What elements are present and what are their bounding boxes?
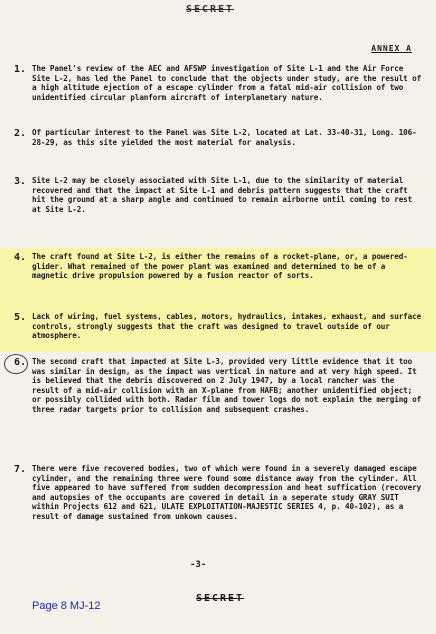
paragraph-4 bbox=[14, 252, 424, 281]
paragraph-1 bbox=[14, 64, 424, 102]
paragraph-text: Of particular interest to the Panel was Site L-2, located at Lat. 33-40-31, Long. 106-28-29, as this site yielded the most material for analysis. bbox=[32, 128, 417, 147]
paragraph-number: 6. bbox=[14, 357, 27, 368]
paragraph-text: Site L-2 may be closely associated with Site L-1, due to the similarity of material recovered and that the impact at Site L-1 and debris pattern suggests that the craft hit the ground at a sharp angle and continued to remain airborne until coming to rest at Site L-2. bbox=[32, 176, 413, 214]
paragraph-number: 4. bbox=[14, 252, 27, 263]
paragraph-3 bbox=[14, 176, 424, 214]
annex-label: ANNEX A bbox=[371, 44, 412, 53]
paragraph-number: 2. bbox=[14, 128, 27, 139]
classification-header: SECRET bbox=[185, 4, 235, 15]
paragraph-number: 5. bbox=[14, 312, 27, 323]
footer-caption: Page 8 MJ-12 bbox=[32, 600, 101, 612]
classification-footer: SECRET bbox=[195, 593, 245, 604]
paragraph-number: 7. bbox=[14, 464, 27, 475]
paragraph-6 bbox=[14, 357, 424, 415]
paragraph-5 bbox=[14, 312, 424, 341]
paragraph-text: There were five recovered bodies, two of which were found in a severely damaged escape cylinder, and the remaining three were found some distance away from the cylinder. All five appeared to have suffered from sudden decompression and heat suffication (recovery and autopsies of the occupants are covered in detail in a seperate study GRAY SUIT within Projects 612 and 621, ULATE EXPLOITATION-MAJESTIC SERIES 4, p. 40-102), as a result of damage sustained from unkown causes. bbox=[32, 464, 422, 521]
page-number: -3- bbox=[190, 560, 207, 570]
paragraph-7 bbox=[14, 464, 424, 522]
paragraph-number: 3. bbox=[14, 176, 27, 187]
paragraph-number: 1. bbox=[14, 64, 27, 75]
paragraph-text: Lack of wiring, fuel systems, cables, motors, hydraulics, intakes, exhaust, and surface controls, strongly suggests that the craft was designed to travel outside of our atmosphere. bbox=[32, 312, 422, 341]
paragraph-text: The Panel's review of the AEC and AFSWP investigation of Site L-1 and the Air Force Site L-2, has led the Panel to conclude that the objects under study, are the result of a high altitude ejection of a escape cylinder from a fatal mid-air collision of two unidentified circular planform aircraft of interplanetary nature. bbox=[32, 64, 422, 102]
paragraph-text: The second craft that impacted at Site L-3, provided very little evidence that it too was similar in design, as the impact was vertical in nature and at very high speed. It is believed that the debris discovered on 2 July 1947, by a local rancher was the result of a mid-air collision with an X-plane from HAFB; another unidentified object; or possibly collided with both. Radar film and tower logs do not explain the merging of three radar targets prior to collision and subsequent crashes. bbox=[32, 357, 422, 414]
paragraph-2 bbox=[14, 128, 424, 147]
paragraph-text: The craft found at Site L-2, is either the remains of a rocket-plane, or, a powered-glider. What remained of the power plant was examined and determined to be of a magnetic drive propulsion powered by a fusion reactor of sorts. bbox=[32, 252, 408, 281]
